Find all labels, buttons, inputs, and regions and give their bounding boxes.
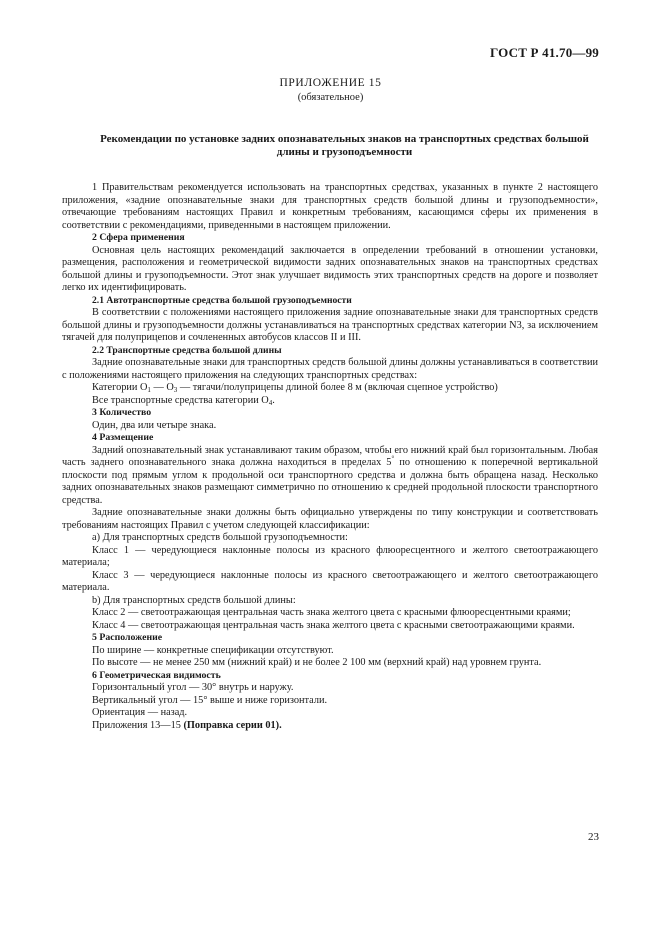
- section-2-2-text: Задние опознавательные знаки для транспортных средств большой длины должны устанавливаться в соответствии с положениями настоящего приложения на следующих транспортных средствах:: [62, 357, 598, 381]
- section-5-height: По высоте — не менее 250 мм (нижний край) и не более 2 100 мм (верхний край) над уровнем грунта.: [92, 657, 542, 668]
- section-4-paragraph-2: Задние опознавательные знаки должны быть официально утверждены по типу конструкции и соответствовать требованиям настоящих Правил с учетом следующей классификации:: [62, 507, 598, 531]
- section-5-heading: 5 Расположение: [92, 632, 163, 643]
- document-body: [62, 182, 598, 732]
- section-2-1-text: В соответствии с положениями настоящего приложения задние опознавательные знаки для транспортных средств большой длины и грузоподъемности должны устанавливаться на транспортных средствах категории N3, за исключением тягачей для полуприцепов и сочлененных автобусов классов II и III.: [62, 307, 598, 343]
- category-o1-o3: Категории $O_1$ — $O_3$ — тягачи/полуприцепы длиной более 8 м (включая сцепное устройство): [92, 382, 498, 394]
- section-3-heading: 3 Количество: [92, 407, 152, 418]
- section-2-heading: 2 Сфера применения: [92, 232, 185, 243]
- class-2-item: Класс 2 — светоотражающая центральная часть знака желтого цвета с красными флюоресцентными краями;: [92, 607, 571, 618]
- long-vehicles-item: b) Для транспортных средств большой длины:: [92, 594, 296, 606]
- section-6-heading: 6 Геометрическая видимость: [92, 669, 221, 681]
- section-4-heading: 4 Размещение: [92, 432, 154, 443]
- section-6-vertical: Вертикальный угол — 15° выше и ниже горизонтали.: [92, 694, 328, 706]
- section-2-1-heading: 2.1 Автотранспортные средства большой грузоподъемности: [92, 294, 352, 306]
- section-5-width: По ширине — конкретные спецификации отсутствуют.: [92, 644, 334, 656]
- page-number: 23: [588, 831, 599, 843]
- category-o4: Все транспортные средства категории $O_4$.: [92, 394, 275, 407]
- section-2-2-heading: 2.2 Транспортные средства большой длины: [92, 344, 282, 356]
- section-6-appendices: Приложения 13—15 (Поправка серии 01).: [92, 719, 282, 731]
- heavy-vehicles-item: a) Для транспортных средств большой грузоподъемности:: [92, 532, 348, 543]
- section-2-text: Основная цель настоящих рекомендаций заключается в определении требований в отношении установки, размещения, расположения и геометрической видимости задних опознавательных знаков на транспортных средствах большой длины и грузоподъемности. Этот знак улучшает видимость этих транспортных средств на дороге и позволяет легко их идентифицировать.: [62, 244, 598, 293]
- appendix-subtitle: (обязательное): [297, 92, 364, 103]
- section-3-text: Один, два или четыре знака.: [92, 419, 217, 431]
- section-4-paragraph-1: Задний опознавательный знак устанавливают таким образом, чтобы его нижний край был горизонтальным. Любая часть заднего опознавательного знака должна находиться в пределах 5° по отношению к поперечной вертикальной плоскости под прямым углом к продольной оси транспортного средства и должна быть обращена назад. Несколько задних опознавательных знаков размещают симметрично по отношению к средней продольной плоскости транспортного средства.: [62, 444, 598, 506]
- standard-number: ГОСТ Р 41.70—99: [490, 45, 599, 60]
- class-3-item: Класс 3 — чередующиеся наклонные полосы из красного светоотражающего и желтого светоотражающего материала.: [62, 569, 598, 593]
- intro-paragraph: 1 Правительствам рекомендуется использовать на транспортных средствах, указанных в пункте 2 настоящего приложения, «задние опознавательные знаки для транспортных средств большой длины и грузоподъемности», отвечающие требованиям настоящих Правил и конкретным требованиям, касающимся сферы их применения в соответствии с рекомендациями, приведенными в настоящем приложении.: [62, 182, 598, 231]
- section-6-horizontal: Горизонтальный угол — 30° внутрь и наружу.: [92, 682, 294, 693]
- section-6-orientation: Ориентация — назад.: [92, 707, 188, 718]
- class-1-item: Класс 1 — чередующиеся наклонные полосы из красного флюоресцентного и желтого светоотражающего материала;: [62, 544, 598, 568]
- appendix-title: ПРИЛОЖЕНИЕ 15: [279, 77, 382, 89]
- document-title: Рекомендации по установке задних опознавательных знаков на транспортных средствах большой длины и грузоподъемности: [100, 133, 589, 158]
- class-4-item: Класс 4 — светоотражающая центральная часть знака желтого цвета с красными светоотражающими краями.: [92, 619, 575, 631]
